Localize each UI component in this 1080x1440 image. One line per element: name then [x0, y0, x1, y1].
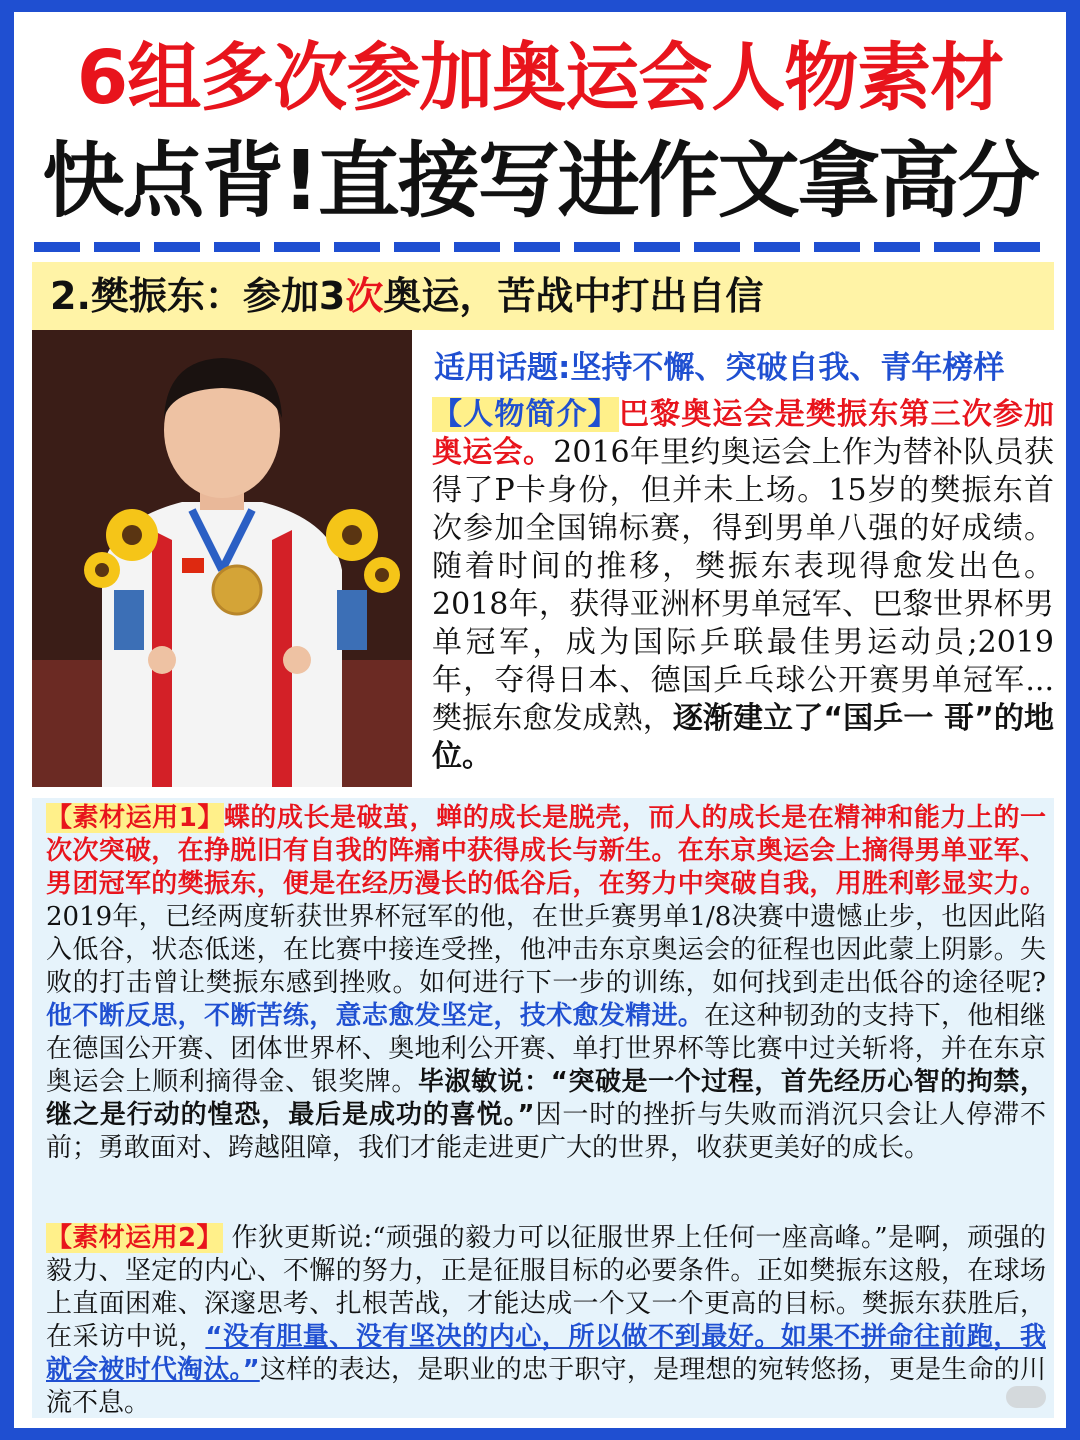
bio-body: 2016年里约奥运会上作为替补队员获得了P卡身份，但并未上场。15岁的樊振东首次参加全国锦标赛，得到男单八强的好成绩。随着时间的推移，樊振东表现得愈发出色。2018年，获得亚洲杯男单冠军、巴黎世界杯男单冠军，成为国际乒联最佳男运动员;2019年，夺得日本、德国乒乓球公开赛男单冠军...樊振东愈发成熟， — [432, 435, 1055, 736]
dashed-divider — [34, 242, 1046, 252]
athlete-illustration — [32, 330, 412, 787]
usage-1-body-2: 在这种韧劲的支持下，他相继在德国公开赛、团体世界杯、奥地利公开赛、单打世界杯等比赛中过关斩将，并在东京奥运会上顺利摘得金、银奖牌。 — [46, 1001, 1046, 1097]
usage-2-paragraph — [46, 1222, 1046, 1420]
bio-paragraph — [432, 396, 1054, 776]
usage-2-tag: 【素材运用2】 — [46, 1223, 223, 1253]
bio-tail: 逐渐建立了“国乒一 哥”的地位。 — [432, 701, 1054, 774]
usage-1-body-1: 2019年，已经两度斩获世界杯冠军的他，在世乒赛男单1/8决赛中遗憾止步，也因此陷入低谷，状态低迷，在比赛中接连受挫，他冲击东京奥运会的征程也因此蒙上阴影。失败的打击曾让樊振东感到挫败。如何进行下一步的训练，如何找到走出低谷的途径呢? — [46, 902, 1046, 998]
title-line-2: 快点背!直接写进作文拿高分 — [42, 134, 1038, 229]
bio-tag: 【人物简介】 — [432, 397, 619, 432]
section-title — [50, 262, 763, 330]
applicable-topics: 适用话题:坚持不懈、突破自我、青年榜样 — [434, 350, 1005, 386]
section-title-suffix: 奥运，苦战中打出自信 — [383, 274, 764, 318]
title-line-1: 6组多次参加奥运会人物素材 — [76, 35, 1004, 121]
usage-1-tag: 【素材运用1】 — [46, 803, 224, 833]
usage-1-red: 蝶的成长是破茧，蝉的成长是脱壳，而人的成长是在精神和能力上的一次次突破，在挣脱旧有自我的阵痛中获得成长与新生。在东京奥运会上摘得男单亚军、男团冠军的樊振东，便是在经历漫长的低谷后，在努力中突破自我，用胜利彰显实力。 — [46, 803, 1046, 899]
usage-section — [32, 798, 1054, 1418]
usage-1-paragraph — [46, 802, 1046, 1165]
section-title-highlight: 次 — [345, 274, 384, 318]
section-header — [32, 262, 1054, 330]
usage-1-blue: 他不断反思，不断苦练，意志愈发坚定，技术愈发精进。 — [46, 1001, 705, 1031]
usage-2-body-1: 作狄更斯说:“顽强的毅力可以征服世界上任何一座高峰。”是啊，顽强的毅力、坚定的内心、不懈的努力，正是征服目标的必要条件。正如樊振东这般，在球场上直面困难、深邃思考、扎根苦战，才能达成一个又一个更高的目标。樊振东获胜后，在采访中说， — [46, 1223, 1047, 1352]
usage-2-quote: “没有胆量、没有坚决的内心，所以做不到最好。如果不拼命往前跑，我就会被时代淘汰。” — [46, 1322, 1046, 1385]
watermark-badge — [1006, 1386, 1046, 1408]
athlete-photo — [32, 330, 412, 787]
usage-1-quote: 毕淑敏说：“突破是一个过程，首先经历心智的拘禁，继之是行动的惶恐，最后是成功的喜悦。” — [46, 1067, 1046, 1130]
usage-2-body-2: 这样的表达，是职业的忠于职守，是理想的宛转悠扬，更是生命的川流不息。 — [46, 1355, 1046, 1418]
poster-page — [14, 12, 1066, 1428]
usage-1-body-3: 因一时的挫折与失败而消沉只会让人停滞不前；勇敢面对、跨越阻障，我们才能走进更广大的世界，收获更美好的成长。 — [46, 1100, 1046, 1163]
bio-lead: 巴黎奥运会是樊振东第三次参加奥运会。 — [432, 397, 1055, 470]
section-title-prefix: 2.樊振东：参加3 — [50, 274, 346, 318]
